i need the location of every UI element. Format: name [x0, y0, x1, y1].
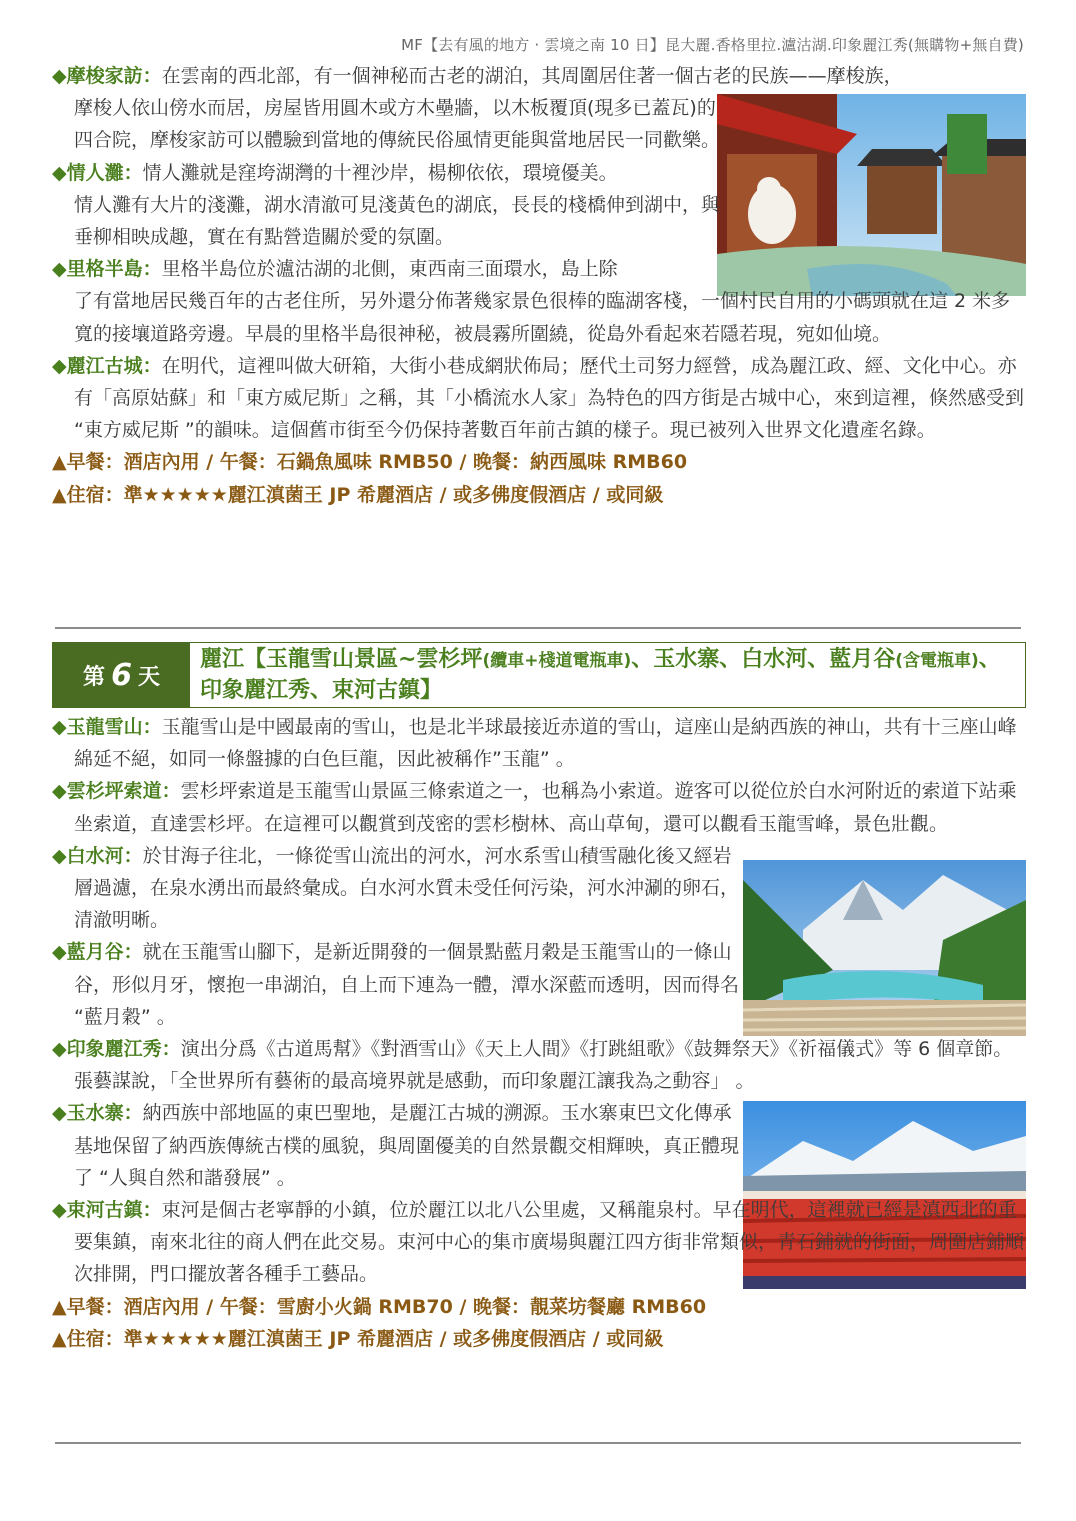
- item-lovers-beach-cont: 情人灘有大片的淺灘，湖水清澈可見淺黃色的湖底，長長的棧橋伸到湖中，與垂柳相映成趣，實在有點營造關於愛的氛圍。: [74, 193, 721, 249]
- day6-hotel: ▲住宿：準★★★★★麗江滇菌王 JP 希麗酒店 / 或多佛度假酒店 / 或同級: [52, 1328, 664, 1351]
- item-text: 玉龍雪山是中國最南的雪山，也是北半球最接近赤道的雪山，這座山是納西族的神山，共有十三座山峰綿延不絕，如同一條盤據的白色巨龍，因此被稱作”玉龍” 。: [74, 716, 1017, 771]
- item-term: 束河古鎮：: [66, 1199, 162, 1222]
- day6-label: [53, 643, 190, 707]
- item-term: 印象麗江秀：: [66, 1038, 181, 1061]
- day-label-suffix: 天: [137, 664, 160, 690]
- item-lige-peninsula-cont: 了有當地居民幾百年的古老住所，另外還分佈著幾家景色很棒的臨湖客棧，一個村民自用的小碼頭就在這 2 米多寬的接壤道路旁邊。早晨的里格半島很神秘，被晨霧所圍繞，從島外看起來若隱若現，宛如仙境。: [74, 290, 1011, 345]
- item-lige-peninsula: ◆里格半島：里格半島位於瀘沽湖的北側，東西南三面環水，島上除: [52, 258, 618, 281]
- item-term: 情人灘：: [66, 161, 143, 184]
- item-text: 於甘海子往北，一條從雪山流出的河水，河水系雪山積雪融化後又經岩層過濾，在泉水湧出而最終彙成。白水河水質未受任何污染，河水沖涮的卵石，清澈明晰。: [74, 844, 740, 932]
- day5-section: [52, 60, 1026, 511]
- item-text: 在明代，這裡叫做大研箱，大街小巷成網狀佈局；歷代土司努力經營，成為麗江政、經、文化中心。亦有「高原姑蘇」和「東方威尼斯」之稱，其「小橋流水人家」為特色的四方街是古城中心，來到這裡，倏然感受到 “東方威尼斯 ”的韻味。這個舊市街至今仍保持著數百年前古鎮的樣子。現已被列入世界文化遺產名錄。: [74, 354, 1025, 442]
- item-text: 演出分爲《古道馬幫》《對酒雪山》《天上人間》《打跳組歌》《鼓舞祭天》《祈福儀式》等 6 個章節。張藝謀說，「全世界所有藝術的最高境界就是感動，而印象麗江讓我為之動容」 。: [74, 1038, 1013, 1093]
- item-term: 麗江古城：: [66, 354, 162, 377]
- title-part: (含電瓶車): [895, 651, 979, 671]
- day6-header: [52, 642, 1026, 708]
- item-jade-dragon: ◆玉龍雪山：玉龍雪山是中國最南的雪山，也是北半球最接近赤道的雪山，這座山是納西族的神山，共有十三座山峰綿延不絕，如同一條盤據的白色巨龍，因此被稱作”玉龍” 。: [52, 716, 1017, 771]
- item-text: 情人灘就是窪垮湖灣的十裡沙岸，楊柳依依，環境優美。: [142, 161, 618, 184]
- item-term: 雲杉坪索道：: [66, 780, 181, 803]
- divider-bottom: [55, 1442, 1021, 1444]
- item-text: 雲杉坪索道是玉龍雪山景區三條索道之一，也稱為小索道。遊客可以從位於白水河附近的索道下站乘坐索道，直達雲杉坪。在這裡可以觀賞到茂密的雲杉樹林、高山草甸，還可以觀看玉龍雪峰，景色壯觀。: [74, 780, 1017, 835]
- item-term: 玉龍雪山：: [66, 716, 162, 738]
- item-spruce-cableway: ◆雲杉坪索道：雲杉坪索道是玉龍雪山景區三條索道之一，也稱為小索道。遊客可以從位於白水河附近的索道下站乘坐索道，直達雲杉坪。在這裡可以觀賞到茂密的雲杉樹林、高山草甸，還可以觀看玉龍雪峰，景色壯觀。: [52, 780, 1017, 835]
- day6-title: [200, 645, 1019, 706]
- day5-hotel: ▲住宿：準★★★★★麗江滇菌王 JP 希麗酒店 / 或多佛度假酒店 / 或同級: [52, 483, 664, 506]
- title-part: 麗江【玉龍雪山景區~雲杉坪: [200, 647, 483, 672]
- item-shuhe-town: ◆束河古鎮：束河是個古老寧靜的小鎮，位於麗江以北八公里處，又稱龍泉村。早在明代，這裡就已經是滇西北的重要集鎮，南來北往的商人們在此交易。束河中心的集市廣場與麗江四方街非常類似，青石鋪就的街面，周圍店鋪順次排開，門口擺放著各種手工藝品。: [52, 1199, 1025, 1286]
- item-mosuo-visit-cont: 摩梭人依山傍水而居，房屋皆用圓木或方木壘牆，以木板覆頂(現多已蓋瓦)的四合院，摩梭家訪可以體驗到當地的傳統民俗風情更能與當地居民一同歡樂。: [74, 97, 721, 152]
- item-text: 就在玉龍雪山腳下，是新近開發的一個景點藍月穀是玉龍雪山的一條山谷，形似月牙，懷抱一串湖泊，自上而下連為一體，潭水深藍而透明，因而得名 “藍月穀” 。: [74, 941, 740, 1028]
- day-label-prefix: 第: [83, 664, 106, 690]
- item-term: 藍月谷：: [66, 941, 143, 964]
- day-number: 6: [111, 657, 132, 693]
- title-part: 、印象麗江秀、束河古鎮】: [200, 647, 1001, 703]
- item-yushui-village: ◆玉水寨：納西族中部地區的東巴聖地，是麗江古城的溯源。玉水寨東巴文化傳承基地保留了納西族傳統古樸的風貌，與周圍優美的自然景觀交相輝映，真正體現了 “人與自然和諧發展” 。: [52, 1102, 740, 1189]
- item-text: 里格半島位於瀘沽湖的北側，東西南三面環水，島上除: [161, 258, 618, 281]
- day6-section: [52, 711, 1026, 1356]
- item-lovers-beach: ◆情人灘：情人灘就是窪垮湖灣的十裡沙岸，楊柳依依，環境優美。: [52, 161, 618, 184]
- title-part: (纜車+棧道電瓶車): [482, 651, 632, 671]
- item-term: 白水河：: [66, 844, 143, 867]
- day5-meals: ▲早餐：酒店內用 / 午餐：石鍋魚風味 RMB50 / 晚餐：納西風味 RMB60: [52, 451, 688, 474]
- item-text: 在雲南的西北部，有一個神秘而古老的湖泊，其周圍居住著一個古老的民族——摩梭族，: [161, 65, 903, 87]
- page-header: MF【去有風的地方 · 雲境之南 10 日】昆大麗.香格里拉.瀘沽湖.印象麗江秀(無購物+無自費): [401, 36, 1024, 54]
- item-term: 玉水寨：: [66, 1102, 143, 1125]
- item-mosuo-visit: ◆摩梭家訪：在雲南的西北部，有一個神秘而古老的湖泊，其周圍居住著一個古老的民族——摩梭族，: [52, 65, 903, 87]
- day6-meals: ▲早餐：酒店內用 / 午餐：雪廚小火鍋 RMB70 / 晚餐：靚菜坊餐廳 RMB60: [52, 1295, 707, 1318]
- divider-top: [55, 627, 1021, 629]
- item-term: 里格半島：: [66, 258, 162, 281]
- item-text: 束河是個古老寧靜的小鎮，位於麗江以北八公里處，又稱龍泉村。早在明代，這裡就已經是滇西北的重要集鎮，南來北往的商人們在此交易。束河中心的集市廣場與麗江四方街非常類似，青石鋪就的街面，周圍店鋪順次排開，門口擺放著各種手工藝品。: [74, 1199, 1025, 1286]
- item-white-water-river: ◆白水河：於甘海子往北，一條從雪山流出的河水，河水系雪山積雪融化後又經岩層過濾，在泉水湧出而最終彙成。白水河水質未受任何污染，河水沖涮的卵石，清澈明晰。: [52, 844, 740, 932]
- item-lijiang-old-town: ◆麗江古城：在明代，這裡叫做大研箱，大街小巷成網狀佈局；歷代土司努力經營，成為麗江政、經、文化中心。亦有「高原姑蘇」和「東方威尼斯」之稱，其「小橋流水人家」為特色的四方街是古城中心，來到這裡，倏然感受到 “東方威尼斯 ”的韻味。這個舊市街至今仍保持著數百年前古鎮的樣子。現已被列入世界文化遺產名錄。: [52, 354, 1025, 442]
- item-impression-lijiang: ◆印象麗江秀：演出分爲《古道馬幫》《對酒雪山》《天上人間》《打跳組歌》《鼓舞祭天》《祈福儀式》等 6 個章節。張藝謀說，「全世界所有藝術的最高境界就是感動，而印象麗江讓我為之動容」 。: [52, 1038, 1013, 1093]
- item-term: 摩梭家訪：: [66, 65, 162, 87]
- item-blue-moon-valley: ◆藍月谷：就在玉龍雪山腳下，是新近開發的一個景點藍月穀是玉龍雪山的一條山谷，形似月牙，懷抱一串湖泊，自上而下連為一體，潭水深藍而透明，因而得名 “藍月穀” 。: [52, 941, 740, 1028]
- title-part: 、玉水寨、白水河、藍月谷: [631, 647, 896, 672]
- item-text: 納西族中部地區的東巴聖地，是麗江古城的溯源。玉水寨東巴文化傳承基地保留了納西族傳統古樸的風貌，與周圍優美的自然景觀交相輝映，真正體現了 “人與自然和諧發展” 。: [74, 1102, 740, 1189]
